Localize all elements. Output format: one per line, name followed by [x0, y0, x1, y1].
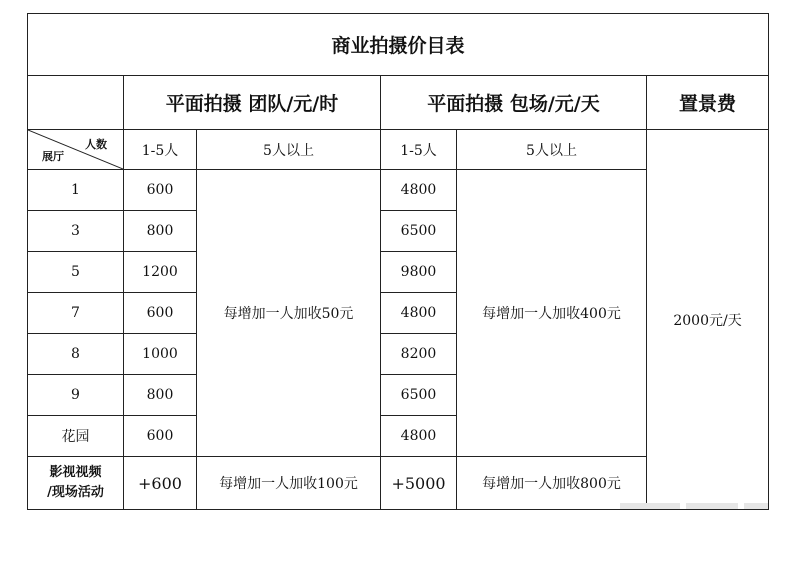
group-header-set-fee: 置景费 [647, 76, 769, 130]
diagonal-label-people: 人数 [85, 138, 107, 151]
team-price: 800 [124, 375, 197, 416]
subheader-team-1-5: 1-5人 [124, 130, 197, 170]
hall-label: 花园 [28, 416, 124, 457]
team-extra-note: 每增加一人加收50元 [197, 170, 381, 457]
price-table [27, 13, 769, 510]
hall-label: 7 [28, 293, 124, 334]
video-event-label [28, 457, 124, 510]
full-day-price: 4800 [381, 170, 457, 211]
full-day-price: 9800 [381, 252, 457, 293]
diagonal-label-hall: 展厅 [42, 150, 64, 163]
subheader-team-over-5: 5人以上 [197, 130, 381, 170]
hall-label: 3 [28, 211, 124, 252]
team-price: 800 [124, 211, 197, 252]
subheader-full-1-5: 1-5人 [381, 130, 457, 170]
full-day-price: 4800 [381, 416, 457, 457]
hall-label: 9 [28, 375, 124, 416]
hall-label: 1 [28, 170, 124, 211]
team-price: 600 [124, 170, 197, 211]
team-price: 1200 [124, 252, 197, 293]
group-header-team: 平面拍摄 团队/元/时 [124, 76, 381, 130]
full-day-price: 8200 [381, 334, 457, 375]
video-full-day-extra-note: 每增加一人加收800元 [457, 457, 647, 510]
team-price: 600 [124, 416, 197, 457]
video-team-price: +600 [124, 457, 197, 510]
full-day-extra-note: 每增加一人加收400元 [457, 170, 647, 457]
full-day-price: 4800 [381, 293, 457, 334]
full-day-price: 6500 [381, 211, 457, 252]
hall-label: 5 [28, 252, 124, 293]
video-team-extra-note: 每增加一人加收100元 [197, 457, 381, 510]
team-price: 1000 [124, 334, 197, 375]
table-title: 商业拍摄价目表 [28, 14, 769, 76]
faded-trailing-line [620, 500, 768, 512]
full-day-price: 6500 [381, 375, 457, 416]
video-full-day-price: +5000 [381, 457, 457, 510]
empty-header-cell [28, 76, 124, 130]
diagonal-header-cell [28, 130, 124, 170]
set-fee-cell: 2000元/天 [647, 130, 769, 510]
video-event-label-text: 影视视频 /现场活动 [47, 465, 104, 500]
hall-label: 8 [28, 334, 124, 375]
team-price: 600 [124, 293, 197, 334]
group-header-full-day: 平面拍摄 包场/元/天 [381, 76, 647, 130]
subheader-full-over-5: 5人以上 [457, 130, 647, 170]
